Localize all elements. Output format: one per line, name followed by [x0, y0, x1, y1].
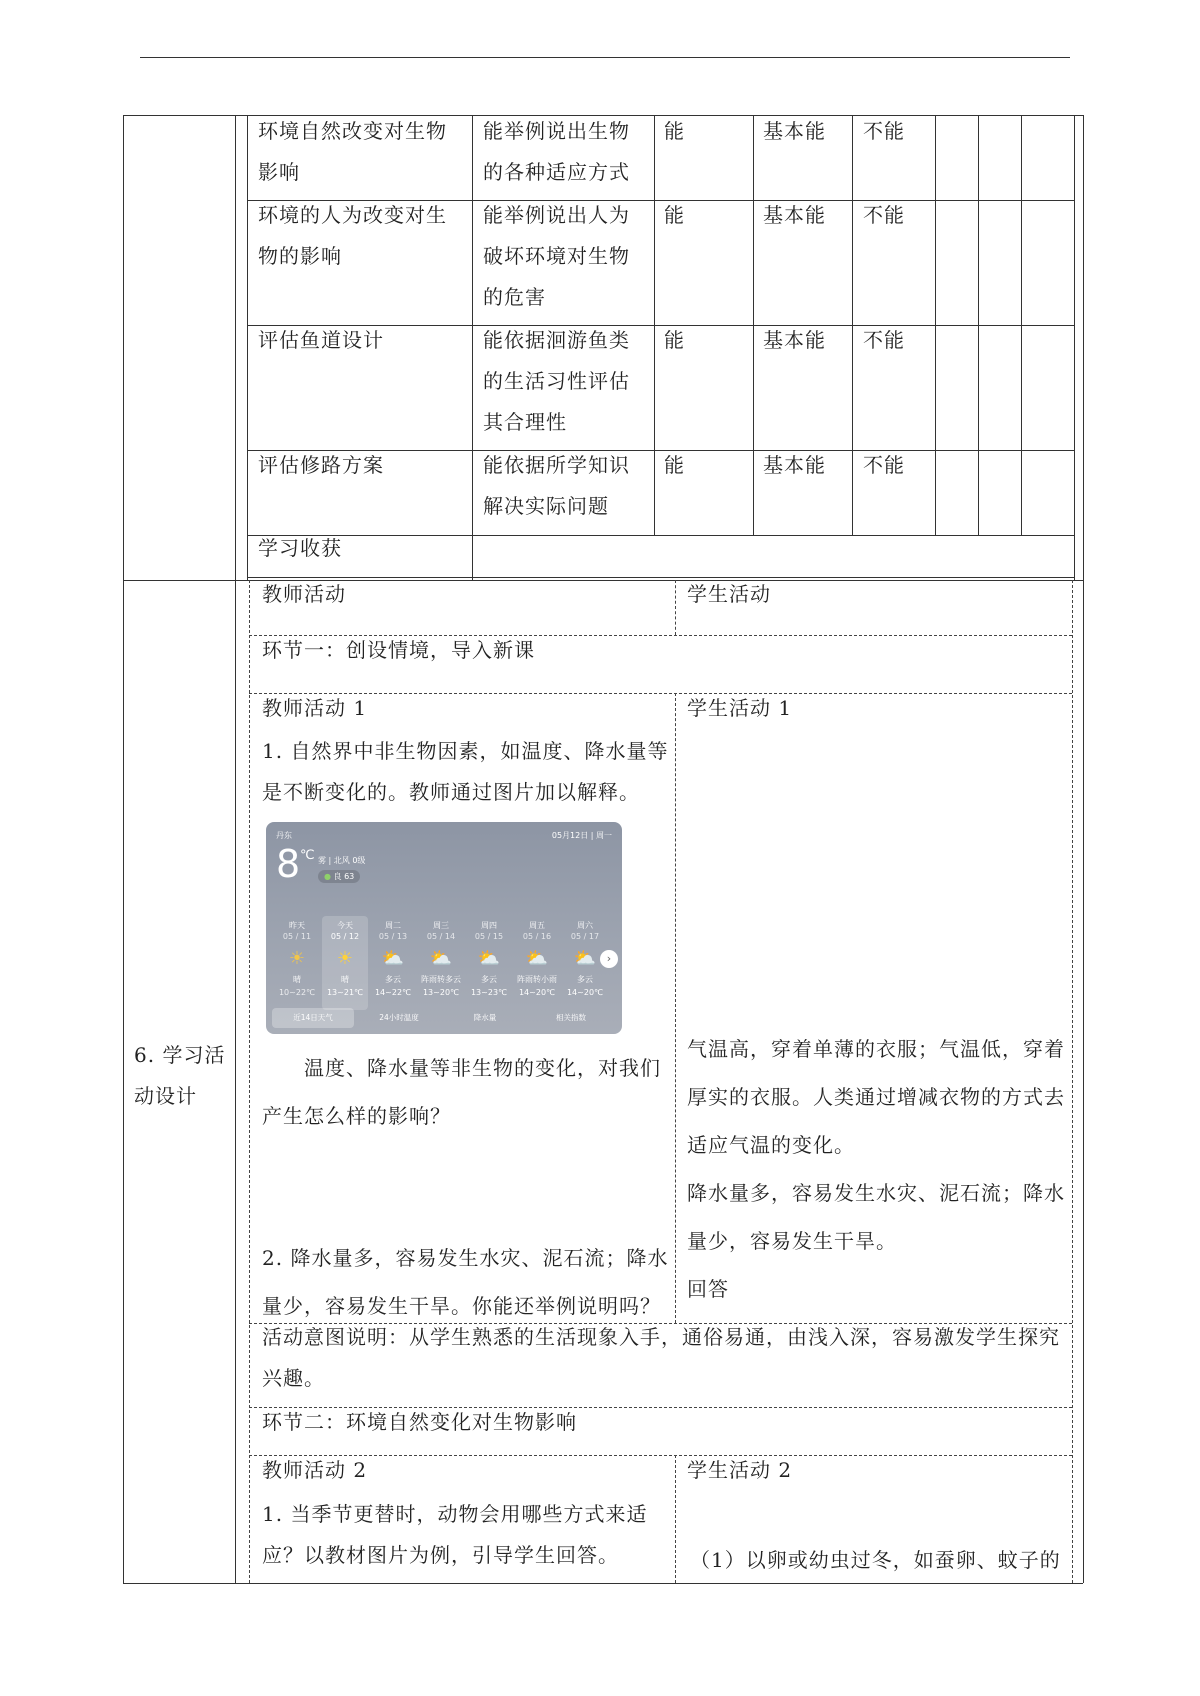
cloud-sun-icon: ⛅ — [525, 948, 549, 969]
rubric-col-divider — [472, 115, 473, 580]
activity-col-divider — [675, 580, 676, 635]
rubric-criterion: 能举例说出人为 破坏环境对生物 的危害 — [483, 203, 630, 309]
leaf-icon: ● — [324, 872, 331, 881]
activity-left-border — [249, 580, 250, 1583]
weather-date: 05月12日 | 周一 — [551, 831, 612, 840]
tab-24h-temperature[interactable]: 24小时温度 — [379, 1013, 419, 1022]
activity-right-border — [1072, 580, 1073, 1583]
rubric-level-basic: 基本能 — [763, 119, 826, 143]
teacher-activity-1-question: 温度、降水量等非生物的变化，对我们 产生怎么样的影响？ — [262, 1056, 661, 1128]
table-bottom-border — [123, 1583, 1083, 1584]
rubric-level-can: 能 — [664, 203, 685, 227]
rubric-level-cannot: 不能 — [863, 453, 905, 477]
rubric-criterion: 能依据所学知识 解决实际问题 — [483, 453, 630, 518]
weather-temp-unit: ℃ — [300, 848, 315, 863]
rubric-level-can: 能 — [664, 328, 685, 352]
rubric-item: 环境的人为改变对生 物的影响 — [258, 203, 447, 268]
rubric-level-basic: 基本能 — [763, 453, 826, 477]
rubric-bottom-border — [247, 577, 1074, 578]
rubric-level-cannot: 不能 — [863, 119, 905, 143]
rubric-item: 评估修路方案 — [258, 453, 384, 477]
activity-intent: 活动意图说明：从学生熟悉的生活现象入手，通俗易通，由浅入深，容易激发学生探究 兴趣。 — [262, 1325, 1060, 1390]
cloud-sun-icon: ⛅ — [429, 948, 453, 969]
rubric-item: 评估鱼道设计 — [258, 328, 384, 352]
rubric-row-divider — [247, 535, 1074, 536]
teacher-activity-1-text-2: 2. 降水量多，容易发生水灾、泥石流；降水 量少，容易发生干旱。你能还举例说明吗？ — [262, 1246, 669, 1318]
teacher-activity-1-text: 1. 自然界中非生物因素，如温度、降水量等 是不断变化的。教师通过图片加以解释。 — [262, 739, 669, 804]
page-header-rule — [140, 57, 1070, 58]
student-activity-2-text: （1）以卵或幼虫过冬，如蚕卵、蚊子的 — [690, 1548, 1061, 1572]
forecast-day: 周五 05 / 16 ⛅ 阵雨转小雨 14~20℃ — [514, 916, 560, 1010]
rubric-criterion: 能依据洄游鱼类 的生活习性评估 其合理性 — [483, 328, 630, 434]
rubric-level-basic: 基本能 — [763, 328, 826, 352]
weather-widget-image — [266, 822, 622, 1034]
section-label: 6. 学习活 动设计 — [134, 1043, 226, 1108]
rubric-level-can: 能 — [664, 119, 685, 143]
table-inner-left-border — [235, 115, 236, 1583]
cloud-sun-icon: ⛅ — [381, 948, 405, 969]
activity-col-divider — [675, 1455, 676, 1583]
rubric-level-basic: 基本能 — [763, 203, 826, 227]
rubric-level-can: 能 — [664, 453, 685, 477]
rubric-item: 环境自然改变对生物 影响 — [258, 119, 447, 184]
forecast-day: 昨天 05 / 11 ☀ 晴 10~22℃ — [274, 916, 320, 1010]
student-activity-header: 学生活动 — [687, 582, 771, 606]
forecast-day-today: 今天 05 / 12 ☀ 晴 13~21℃ — [322, 916, 368, 1010]
activity-row-divider — [249, 693, 1072, 694]
table-left-border — [123, 115, 124, 1583]
teacher-activity-2-title: 教师活动 2 — [262, 1458, 368, 1482]
student-activity-2-title: 学生活动 2 — [687, 1458, 793, 1482]
forecast-day: 周四 05 / 15 ⛅ 多云 13~23℃ — [466, 916, 512, 1010]
student-activity-1-text: 气温高，穿着单薄的衣服；气温低，穿着 厚实的衣服。人类通过增减衣物的方式去 适应气温的变化。 降水量多，容易发生水灾、泥石流；降水 量少，容易发生干旱。 回答 — [687, 1037, 1065, 1301]
tab-14-day-weather[interactable]: 近14日天气 — [272, 1008, 354, 1028]
weather-city: 丹东 — [276, 831, 292, 840]
weather-aqi-badge: ● 良 63 — [318, 870, 360, 883]
learning-harvest-label: 学习收获 — [258, 536, 342, 560]
sun-icon: ☀ — [288, 948, 306, 969]
tab-related-indices[interactable]: 相关指数 — [556, 1013, 586, 1022]
rubric-level-cannot: 不能 — [863, 328, 905, 352]
activity-row-divider — [249, 1455, 1072, 1456]
tab-precipitation[interactable]: 降水量 — [473, 1013, 497, 1022]
forecast-day: 周六 05 / 17 ⛅ 多云 14~20℃ — [562, 916, 608, 1010]
stage-1-title: 环节一：创设情境，导入新课 — [262, 638, 535, 662]
table-right-border — [1083, 115, 1084, 1583]
rubric-level-cannot: 不能 — [863, 203, 905, 227]
cloud-sun-icon: ⛅ — [573, 948, 597, 969]
chevron-right-icon[interactable]: › — [600, 950, 618, 968]
weather-condition: 雾 | 北风 0级 — [318, 856, 366, 865]
rubric-criterion: 能举例说出生物 的各种适应方式 — [483, 119, 630, 184]
forecast-day: 周三 05 / 14 ⛅ 阵雨转多云 13~20℃ — [418, 916, 464, 1010]
stage-2-title: 环节二：环境自然变化对生物影响 — [262, 1410, 577, 1434]
student-activity-1-title: 学生活动 1 — [687, 696, 793, 720]
forecast-day: 周二 05 / 13 ⛅ 多云 14~22℃ — [370, 916, 416, 1010]
teacher-activity-1-title: 教师活动 1 — [262, 696, 368, 720]
cloud-sun-icon: ⛅ — [477, 948, 501, 969]
weather-temp: 8 — [276, 842, 301, 886]
rubric-right-border — [1074, 115, 1075, 580]
rubric-left-border — [247, 115, 248, 580]
sun-icon: ☀ — [336, 948, 354, 969]
teacher-activity-header: 教师活动 — [262, 582, 346, 606]
activity-col-divider — [675, 693, 676, 1323]
teacher-activity-2-text: 1. 当季节更替时，动物会用哪些方式来适 应？以教材图片为例，引导学生回答。 — [262, 1502, 648, 1567]
